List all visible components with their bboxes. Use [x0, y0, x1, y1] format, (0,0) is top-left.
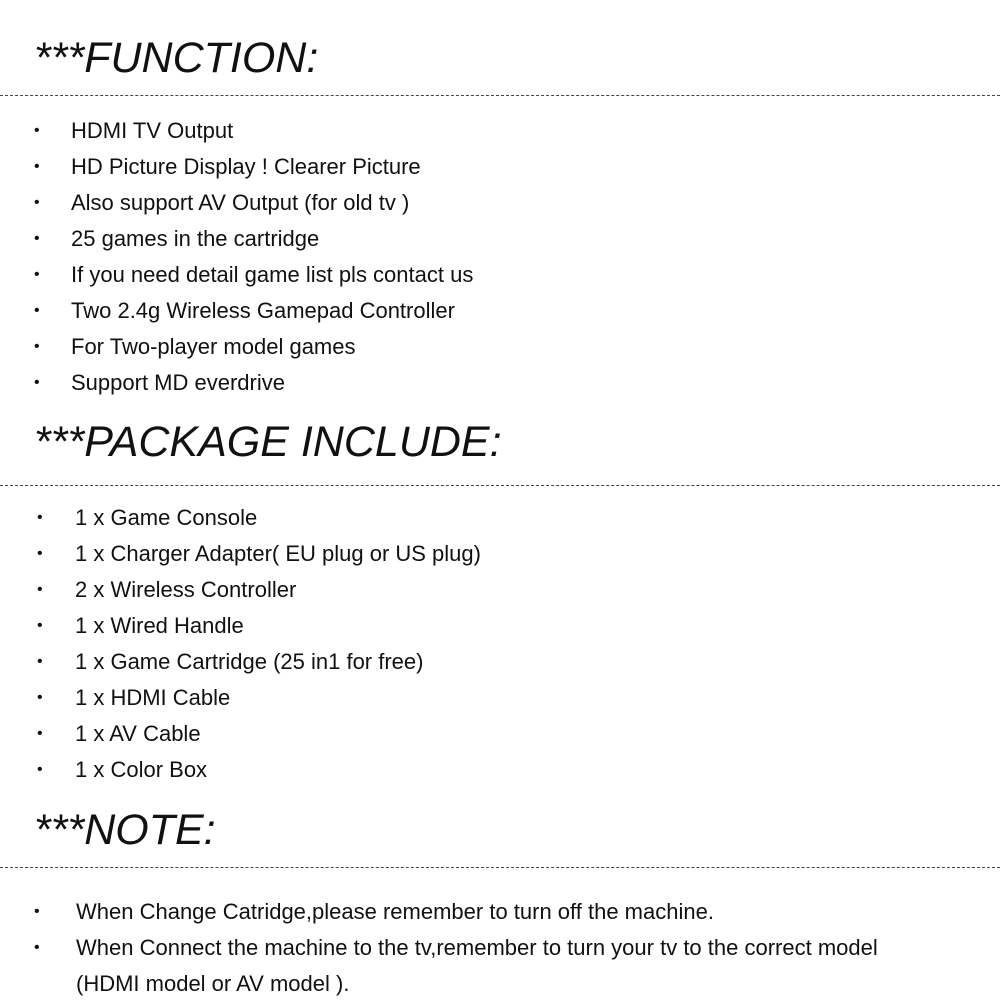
bullet-icon: •: [37, 653, 43, 670]
list-item-text: When Change Catridge,please remember to turn off the machine.: [76, 899, 714, 924]
bullet-icon: •: [37, 509, 43, 526]
list-item-text: 1 x Wired Handle: [75, 613, 244, 638]
function-divider: [0, 95, 1000, 96]
list-item-text: 25 games in the cartridge: [71, 226, 320, 251]
list-item-text: 1 x AV Cable: [75, 721, 201, 746]
bullet-icon: •: [37, 725, 43, 742]
bullet-icon: •: [37, 617, 43, 634]
list-item-text: 1 x Game Console: [75, 505, 258, 530]
bullet-icon: •: [34, 302, 40, 319]
bullet-icon: •: [34, 158, 40, 175]
list-item-text: HDMI TV Output: [71, 118, 234, 143]
list-item-text: For Two-player model games: [71, 334, 356, 359]
list-item-text: Two 2.4g Wireless Gamepad Controller: [71, 298, 455, 323]
note-divider: [0, 867, 1000, 868]
bullet-icon: •: [34, 374, 40, 391]
bullet-icon: •: [37, 761, 43, 778]
list-item-text: HD Picture Display ! Clearer Picture: [71, 154, 421, 179]
list-item-text: When Connect the machine to the tv,remember to turn your tv to the correct model (HDMI model or AV model ).: [76, 935, 878, 996]
package-divider: [0, 485, 1000, 486]
bullet-icon: •: [34, 266, 40, 283]
note-heading: ***NOTE:: [34, 806, 216, 854]
bullet-icon: •: [34, 903, 40, 920]
list-item-text: 1 x HDMI Cable: [75, 685, 231, 710]
bullet-icon: •: [34, 230, 40, 247]
bullet-icon: •: [37, 689, 43, 706]
bullet-icon: •: [37, 545, 43, 562]
bullet-icon: •: [34, 194, 40, 211]
list-item-text: 1 x Game Cartridge (25 in1 for free): [75, 649, 424, 674]
list-item-text: Also support AV Output (for old tv ): [71, 190, 410, 215]
list-item-text: Support MD everdrive: [71, 370, 285, 395]
function-heading: ***FUNCTION:: [34, 34, 319, 82]
package-heading: ***PACKAGE INCLUDE:: [34, 418, 502, 466]
bullet-icon: •: [37, 581, 43, 598]
list-item-text: 1 x Charger Adapter( EU plug or US plug): [75, 541, 481, 566]
list-item-text: 1 x Color Box: [75, 757, 208, 782]
bullet-icon: •: [34, 939, 40, 956]
bullet-icon: •: [34, 122, 40, 139]
bullet-icon: •: [34, 338, 40, 355]
list-item-text: If you need detail game list pls contact us: [71, 262, 474, 287]
list-item-text: 2 x Wireless Controller: [75, 577, 297, 602]
